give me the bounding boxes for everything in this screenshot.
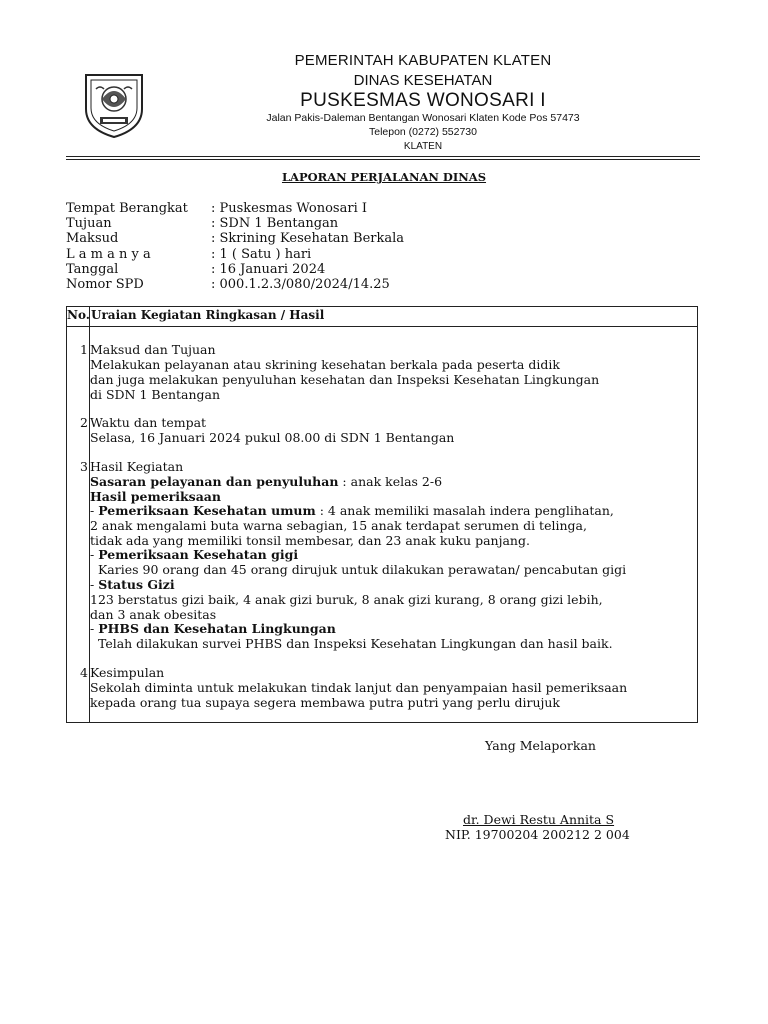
info-label-duration: L a m a n y a xyxy=(66,247,151,262)
section-line: Selasa, 16 Januari 2024 pukul 08.00 di SDN 1 Bentangan xyxy=(90,430,455,445)
info-label-date: Tanggal xyxy=(66,262,119,277)
section-line: dan 3 anak obesitas xyxy=(90,607,217,622)
section-line: 2 anak mengalami buta warna sebagian, 15 anak terdapat serumen di telinga, xyxy=(90,518,587,533)
bullet-dash: - xyxy=(90,621,99,636)
info-value-destination: : SDN 1 Bentangan xyxy=(211,216,339,231)
dental-exam-label: Pemeriksaan Kesehatan gigi xyxy=(98,547,299,562)
section-heading: Kesimpulan xyxy=(90,665,165,680)
signatory-nip: NIP. 19700204 200212 2 004 xyxy=(445,827,630,842)
section-line: Karies 90 orang dan 45 orang dirujuk untuk dilakukan perawatan/ pencabutan gigi xyxy=(90,562,627,577)
header-department-name: DINAS KESEHATAN xyxy=(353,72,493,89)
section-line: Telah dilakukan survei PHBS dan Inspeksi Kesehatan Lingkungan dan hasil baik. xyxy=(90,636,613,651)
results-heading xyxy=(90,489,221,504)
results-heading-text: Hasil pemeriksaan xyxy=(90,489,221,504)
info-value-purpose: : Skrining Kesehatan Berkala xyxy=(211,231,405,246)
table-header-description: Uraian Kegiatan Ringkasan / Hasil xyxy=(91,308,325,322)
header-phone: Telepon (0272) 552730 xyxy=(368,126,477,138)
header-divider-thick xyxy=(66,156,700,157)
section-line: Melakukan pelayanan atau skrining kesehatan berkala pada peserta didik xyxy=(90,357,560,372)
target-audience-label: Sasaran pelayanan dan penyuluhan xyxy=(90,474,339,489)
nutrition-status-line xyxy=(90,577,175,592)
section-line: 123 berstatus gizi baik, 4 anak gizi buruk, 8 anak gizi kurang, 8 orang gizi lebih, xyxy=(90,592,603,607)
section-line: kepada orang tua supaya segera membawa putra putri yang perlu dirujuk xyxy=(90,695,560,710)
signatory-name: dr. Dewi Restu Annita S xyxy=(463,812,615,827)
nutrition-status-label: Status Gizi xyxy=(98,577,175,592)
document-title-text: LAPORAN PERJALANAN DINAS xyxy=(281,170,487,184)
info-label-destination: Tujuan xyxy=(66,216,112,231)
bullet-dash: - xyxy=(90,503,99,518)
document-title xyxy=(0,170,768,184)
info-label-departure: Tempat Berangkat xyxy=(66,201,188,216)
section-number: 4 xyxy=(80,665,88,680)
section-line: Sekolah diminta untuk melakukan tindak lanjut dan penyampaian hasil pemeriksaan xyxy=(90,680,628,695)
section-line: di SDN 1 Bentangan xyxy=(90,387,221,402)
section-number: 2 xyxy=(80,415,88,430)
section-line: dan juga melakukan penyuluhan kesehatan dan Inspeksi Kesehatan Lingkungan xyxy=(90,372,600,387)
info-value-date: : 16 Januari 2024 xyxy=(211,262,326,277)
section-number: 1 xyxy=(80,342,88,357)
section-number: 3 xyxy=(80,459,88,474)
header-institution-name: PUSKESMAS WONOSARI I xyxy=(300,90,546,111)
info-value-departure: : Puskesmas Wonosari I xyxy=(211,201,367,216)
phbs-line xyxy=(90,621,336,636)
section-heading: Waktu dan tempat xyxy=(90,415,207,430)
phbs-label: PHBS dan Kesehatan Lingkungan xyxy=(98,621,336,636)
target-audience-value: : anak kelas 2-6 xyxy=(338,474,443,489)
bullet-dash: - xyxy=(90,547,99,562)
info-label-purpose: Maksud xyxy=(66,231,119,246)
header-divider-thin xyxy=(66,159,700,160)
bullet-dash: - xyxy=(90,577,99,592)
signature-label: Yang Melaporkan xyxy=(485,738,596,753)
header-government-name: PEMERINTAH KABUPATEN KLATEN xyxy=(294,52,552,69)
header-address: Jalan Pakis-Daleman Bentangan Wonosari Klaten Kode Pos 57473 xyxy=(266,112,580,124)
header-city: KLATEN xyxy=(403,141,443,152)
section-heading: Maksud dan Tujuan xyxy=(90,342,216,357)
info-value-duration: : 1 ( Satu ) hari xyxy=(211,247,312,262)
table-header-no: No. xyxy=(67,308,90,322)
general-exam-value: : 4 anak memiliki masalah indera penglihatan, xyxy=(315,503,614,518)
general-exam-label: Pemeriksaan Kesehatan umum xyxy=(98,503,316,518)
info-value-spd-number: : 000.1.2.3/080/2024/14.25 xyxy=(211,277,390,292)
info-label-spd-number: Nomor SPD xyxy=(66,277,144,292)
general-exam-line xyxy=(90,503,614,518)
table-header-divider xyxy=(66,326,698,327)
section-heading: Hasil Kegiatan xyxy=(90,459,184,474)
section-line: tidak ada yang memiliki tonsil membesar, dan 23 anak kuku panjang. xyxy=(90,533,530,548)
target-audience-line xyxy=(90,474,442,489)
dental-exam-line xyxy=(90,547,298,562)
